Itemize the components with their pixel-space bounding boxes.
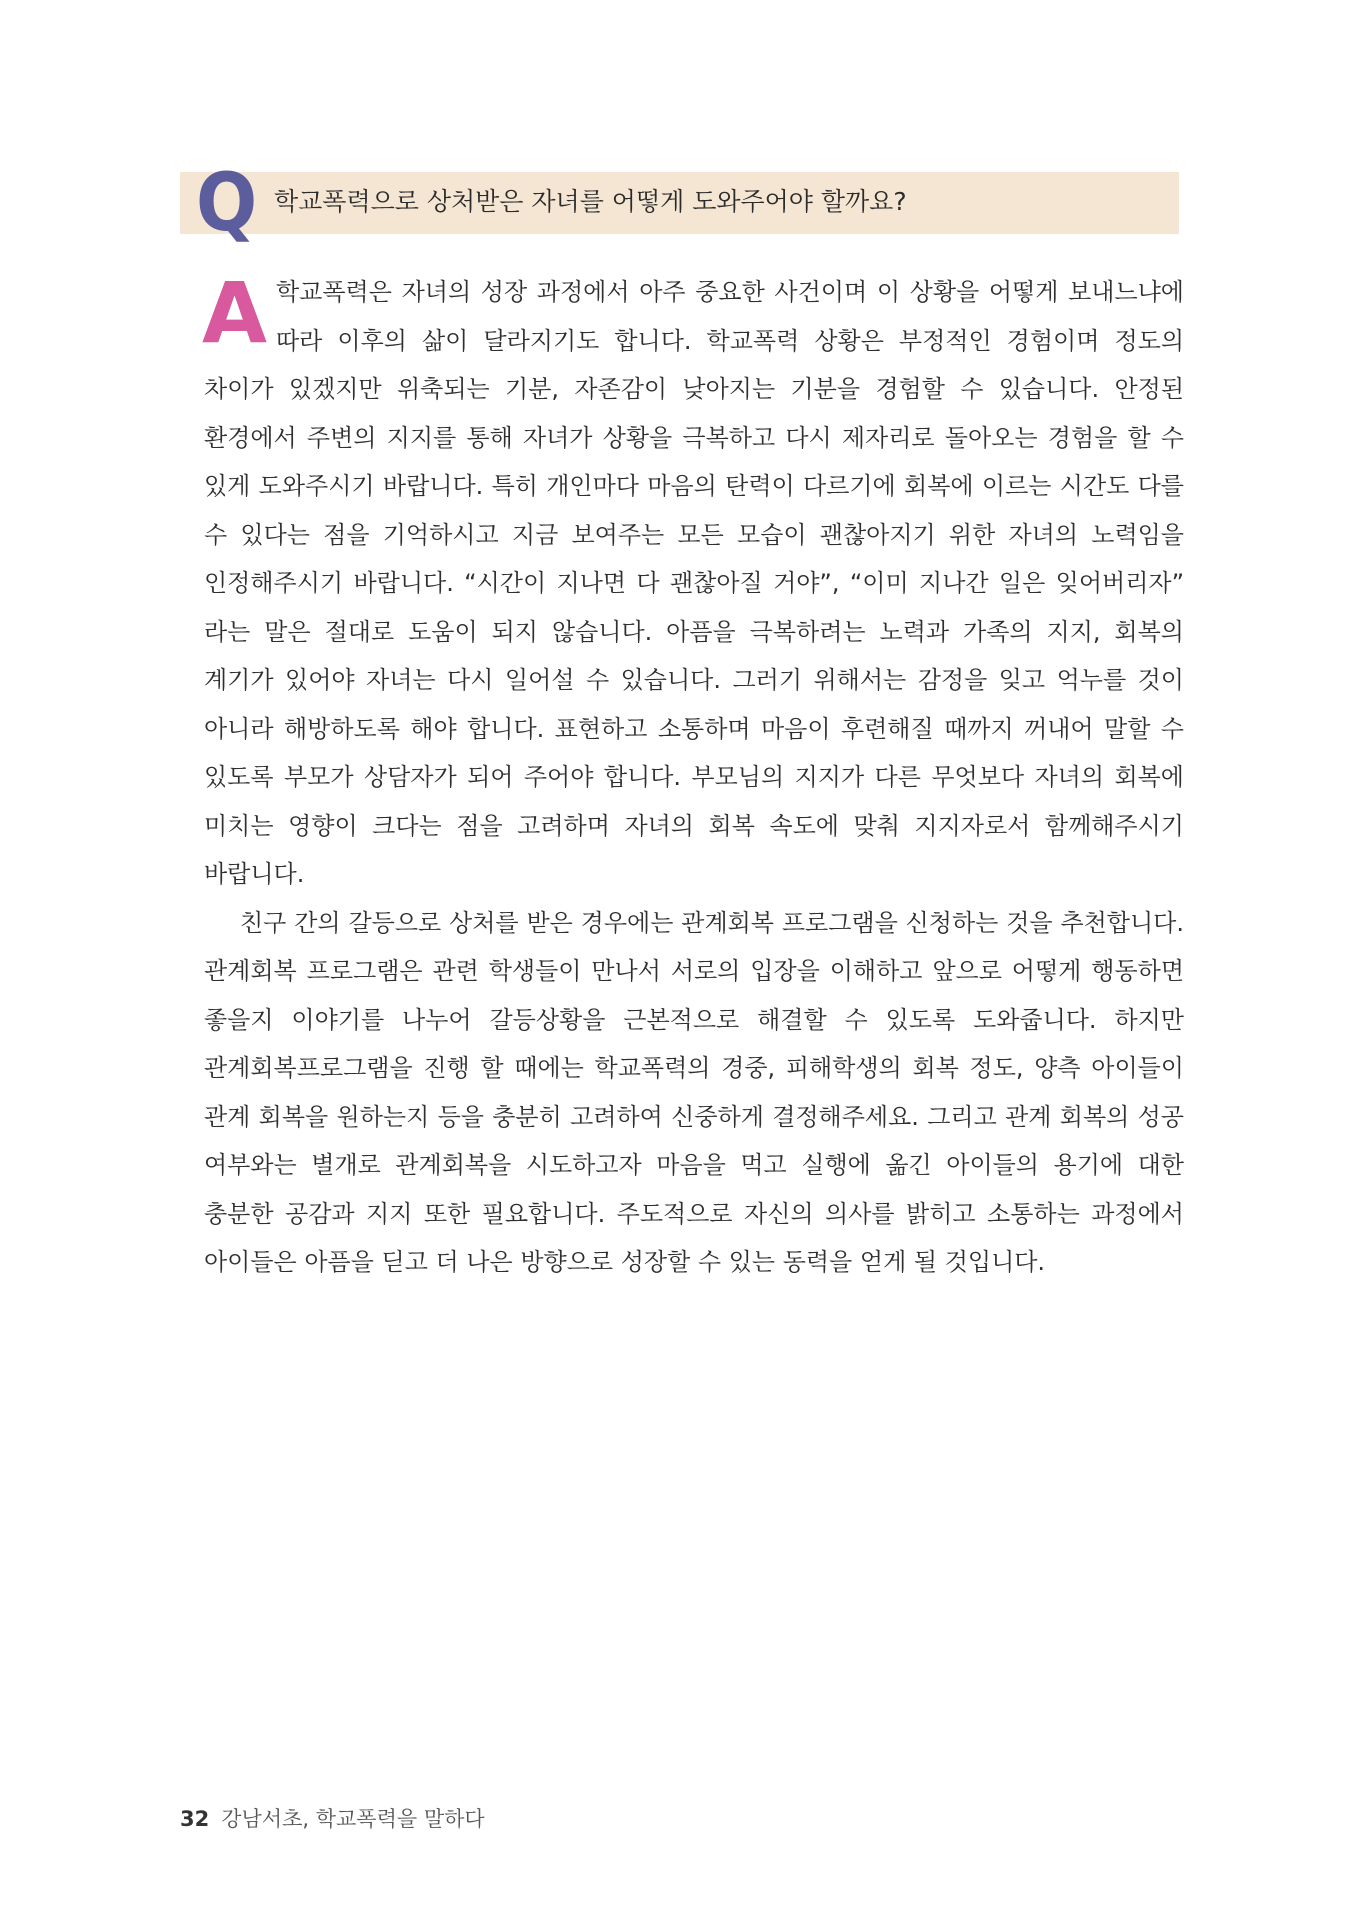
answer-paragraph-2: 친구 간의 갈등으로 상처를 받은 경우에는 관계회복 프로그램을 신청하는 것을 추천합니다. 관계회복 프로그램은 관련 학생들이 만나서 서로의 입장을 이해하고 앞으로 어떻게 행동하면 좋을지 이야기를 나누어 갈등상황을 근본적으로 해결할 수 있도록 도와줍니다. 하지만 관계회복프로그램을 진행 할 때에는 학교폭력의 경중, 피해학생의 회복 정도, 양측 아이들이 관계 회복을 원하는지 등을 충분히 고려하여 신중하게 결정해주세요. 그리고 관계 회복의 성공 여부와는 별개로 관계회복을 시도하고자 마음을 먹고 실행에 옮긴 아이들의 용기에 대한 충분한 공감과 지지 또한 필요합니다. 주도적으로 자신의 의사를 밝히고 소통하는 과정에서 아이들은 아픔을 딛고 더 나은 방향으로 성장할 수 있는 동력을 얻게 될 것입니다. xyxy=(204,908,1184,1276)
question-marker: Q xyxy=(196,156,258,249)
answer-marker-spacer xyxy=(202,264,276,364)
answer-body xyxy=(202,264,1184,1287)
book-title: 강남서초, 학교폭력을 말하다 xyxy=(221,1807,485,1831)
question-heading: 학교폭력으로 상처받은 자녀를 어떻게 도와주어야 할까요? xyxy=(274,187,907,216)
answer-paragraph-1 xyxy=(202,264,1184,899)
page-footer xyxy=(180,1804,485,1834)
page-number: 32 xyxy=(180,1807,210,1831)
answer-paragraph-1-text: 학교폭력은 자녀의 성장 과정에서 아주 중요한 사건이며 이 상황을 어떻게 보내느냐에 따라 이후의 삶이 달라지기도 합니다. 학교폭력 상황은 부정적인 경험이며 정도의 차이가 있겠지만 위축되는 기분, 자존감이 낮아지는 기분을 경험할 수 있습니다. 안정된 환경에서 주변의 지지를 통해 자녀가 상황을 극복하고 다시 제자리로 돌아오는 경험을 할 수 있게 도와주시기 바랍니다. 특히 개인마다 마음의 탄력이 다르기에 회복에 이르는 시간도 다를 수 있다는 점을 기억하시고 지금 보여주는 모든 모습이 괜찮아지기 위한 자녀의 노력임을 인정해주시기 바랍니다. “시간이 지나면 다 괜찮아질 거야”, “이미 지나간 일은 잊어버리자” 라는 말은 절대로 도움이 되지 않습니다. 아픔을 극복하려는 노력과 가족의 지지, 회복의 계기가 있어야 자녀는 다시 일어설 수 있습니다. 그러기 위해서는 감정을 잊고 억누를 것이 아니라 해방하도록 해야 합니다. 표현하고 소통하며 마음이 후련해질 때까지 꺼내어 말할 수 있도록 부모가 상담자가 되어 주어야 합니다. 부모님의 지지가 다른 무엇보다 자녀의 회복에 미치는 영향이 크다는 점을 고려하며 자녀의 회복 속도에 맞춰 지지자로서 함께해주시기 바랍니다. xyxy=(204,278,1184,888)
answer-marker: A xyxy=(202,264,268,362)
